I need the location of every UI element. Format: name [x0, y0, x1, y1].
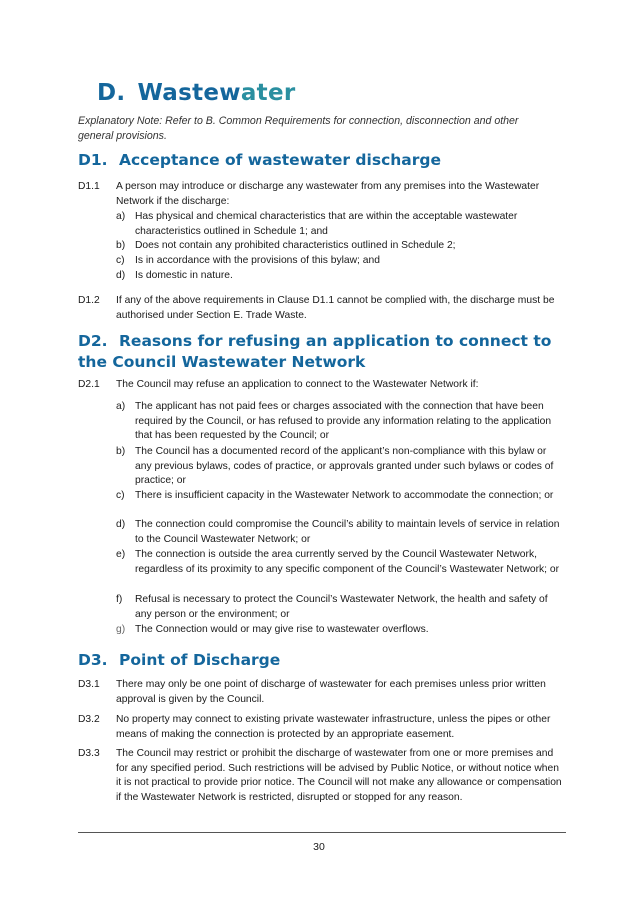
explanatory-note: Explanatory Note: Refer to B. Common Requirements for connection, disconnection and other general provisions. [78, 115, 519, 142]
list-item: b) Does not contain any prohibited characteristics outlined in Schedule 2; [116, 240, 456, 251]
list-item: a) The applicant has not paid fees or charges associated with the connection that have been required by the Council, or has refused to provide any information relating to the application that has been requested by the Council; or [116, 401, 552, 441]
clause-d1-1: D1.1 A person may introduce or discharge any wastewater from any premises into the Wastewater Network if the discharge: [78, 181, 540, 207]
section-heading-d3: D3. Point of Discharge [78, 651, 281, 669]
clause-d1-2: D1.2 If any of the above requirements in Clause D1.1 cannot be complied with, the discharge must be authorised under Section E. Trade Waste. [78, 295, 555, 321]
footer-divider [78, 832, 566, 833]
section-heading-d1: D1. Acceptance of wastewater discharge [78, 151, 442, 169]
section-heading-d2: D2. Reasons for refusing an application to connect to the Council Wastewater Network [78, 332, 552, 371]
clause-d3-1: D3.1 There may only be one point of discharge of wastewater for each premises unless prior written approval is given by the Council. [78, 679, 546, 705]
list-item: e) The connection is outside the area currently served by the Council Wastewater Network, regardless of its proximity to any specific component of the Council’s Wastewater Network; or [116, 549, 560, 575]
page-number: 30 [313, 841, 325, 853]
title-letter: D. [97, 80, 126, 106]
list-item: b) The Council has a documented record of the applicant’s non-compliance with this bylaw or any previous bylaws, codes of practice, or approvals granted under such bylaws or codes of practice; or [116, 446, 554, 486]
clause-d2-1: D2.1 The Council may refuse an application to connect to the Wastewater Network if: [78, 379, 479, 390]
clause-d3-2: D3.2 No property may connect to existing private wastewater infrastructure, unless the pipes or other means of making the connection is protected by an appropriate easement. [78, 714, 551, 740]
page-title [97, 80, 296, 106]
list-item: d) The connection could compromise the Council’s ability to maintain levels of service in relation to the Council Wastewater Network; or [116, 519, 560, 545]
list-item: a) Has physical and chemical characteristics that are within the acceptable wastewater characteristics outlined in Schedule 1; and [116, 211, 518, 237]
list-item: d) Is domestic in nature. [116, 270, 233, 281]
list-item: g) The Connection would or may give rise to wastewater overflows. [116, 624, 429, 635]
list-item: f) Refusal is necessary to protect the Council’s Wastewater Network, the health and safety of any person or the environment; or [116, 594, 548, 620]
title-word: Wastew [137, 80, 241, 106]
clause-d3-3: D3.3 The Council may restrict or prohibit the discharge of wastewater from one or more premises and for any specified period. Such restrictions will be advised by Public Notice, or without notice when it is not practical to provide prior notice. The Council will not make any allowance or compensation if the Wastewater Network is restricted, disrupted or stopped for any reason. [78, 748, 562, 803]
title-word-tail: ater [240, 80, 296, 106]
list-item: c) Is in accordance with the provisions of this bylaw; and [116, 255, 380, 266]
list-item: c) There is insufficient capacity in the Wastewater Network to accommodate the connection; or [116, 490, 554, 501]
